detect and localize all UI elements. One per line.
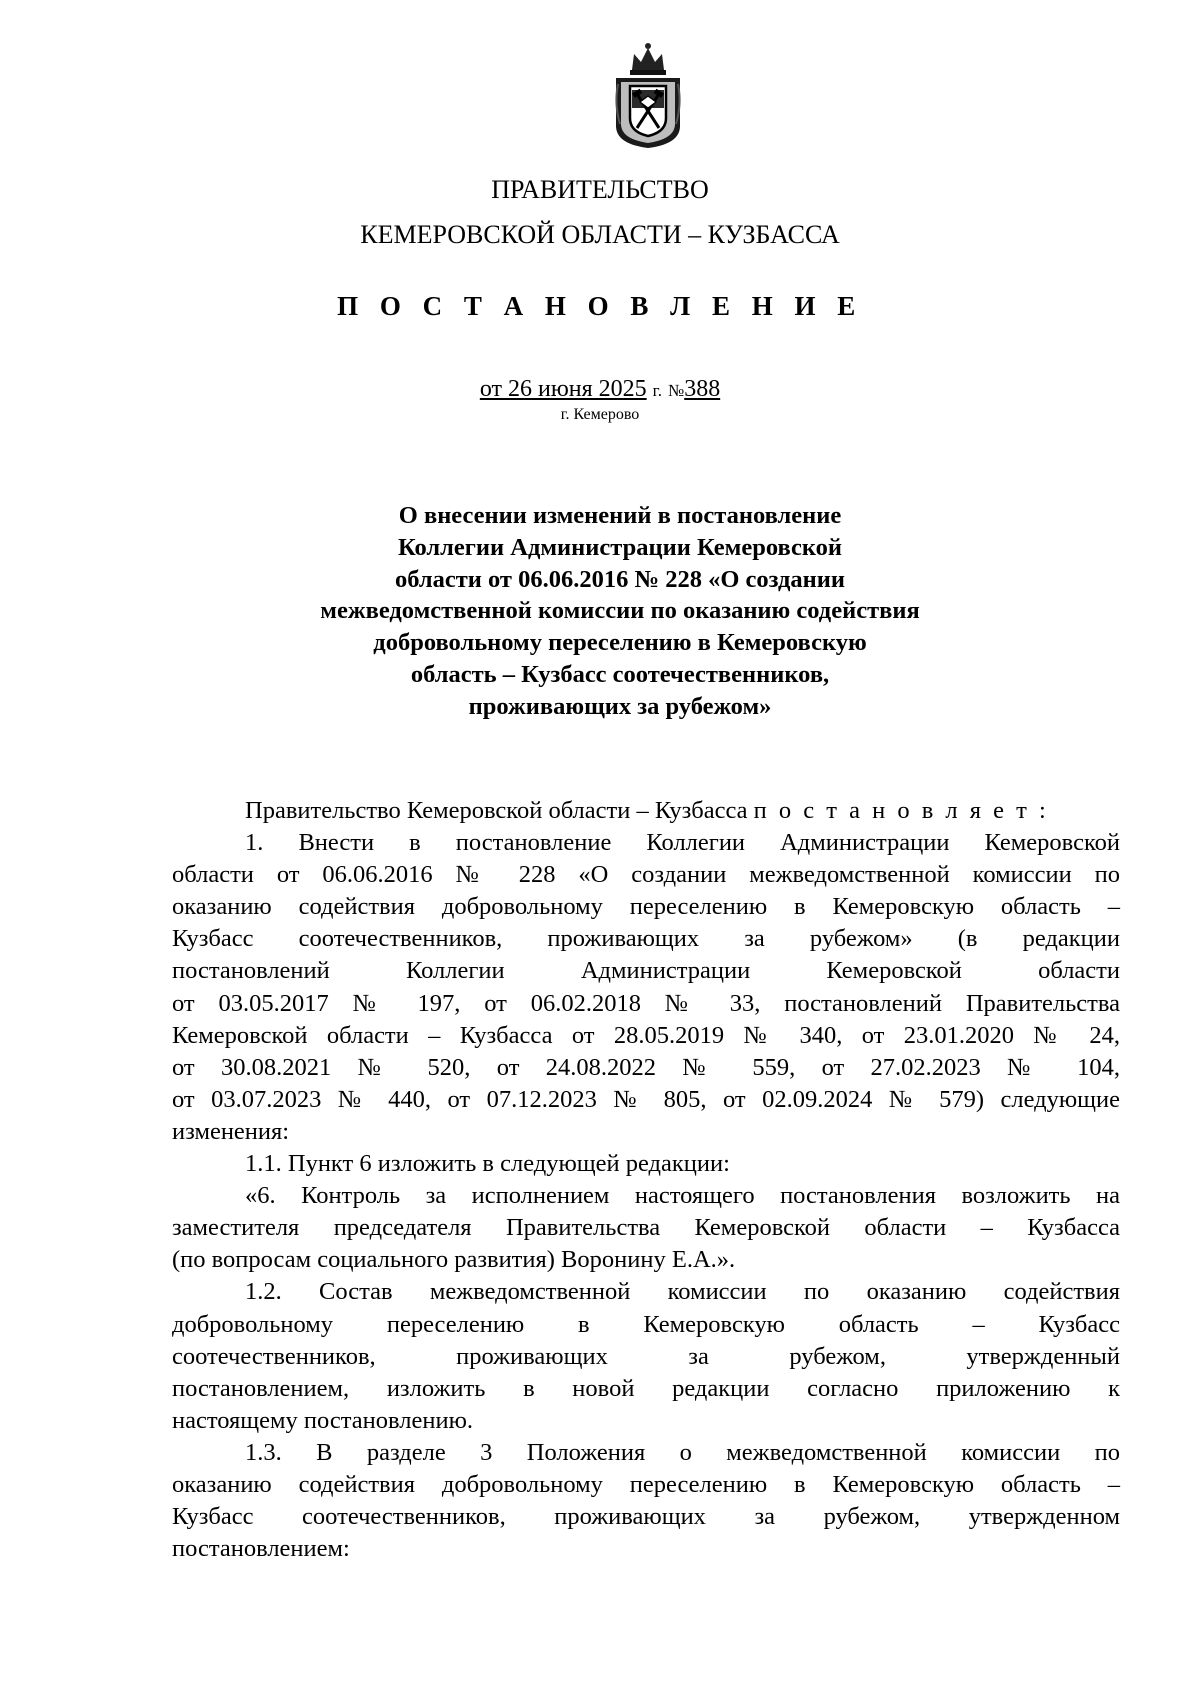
document-body	[172, 795, 1120, 1565]
body-line: от 30.08.2021 № 520, от 24.08.2022 № 559, от 27.02.2023 № 104,	[172, 1053, 1120, 1081]
document-date: от 26 июня 2025	[479, 376, 647, 402]
body-line: постановлением, изложить в новой редакции согласно приложению к	[172, 1374, 1120, 1402]
body-line: постановлений Коллегии Администрации Кемеровской области	[172, 957, 1120, 985]
document-type-title: П О С Т А Н О В Л Е Н И Е	[337, 291, 863, 321]
body-line: 1.2. Состав межведомственной комиссии по оказанию содействия	[245, 1278, 1120, 1306]
body-line: 1.3. В разделе 3 Положения о межведомственной комиссии по	[245, 1438, 1120, 1466]
body-line: от 03.07.2023 № 440, от 07.12.2023 № 805, от 02.09.2024 № 579) следующие	[172, 1085, 1120, 1113]
subject-line: область – Кузбасс соотечественников,	[410, 660, 830, 688]
coat-of-arms-icon	[610, 40, 686, 150]
year-suffix: г.	[652, 381, 662, 400]
body-line: от 03.05.2017 № 197, от 06.02.2018 № 33, постановлений Правительства	[172, 989, 1120, 1017]
body-line: «6. Контроль за исполнением настоящего постановления возложить на	[245, 1182, 1120, 1210]
document-city: г. Кемерово	[560, 406, 640, 423]
intro-verb: п о с т а н о в л я е т :	[753, 797, 1049, 824]
body-line: оказанию содействия добровольному переселению в Кемеровскую область –	[172, 893, 1120, 921]
body-line: (по вопросам социального развития) Воронину Е.А.».	[172, 1246, 736, 1274]
body-line: изменения:	[172, 1117, 290, 1145]
body-line: Кузбасс соотечественников, проживающих за рубежом, утвержденном	[172, 1503, 1120, 1531]
body-line: соотечественников, проживающих за рубежом, утвержденный	[172, 1342, 1120, 1370]
intro-text: Правительство Кемеровской области – Кузбасса	[245, 797, 748, 824]
body-line: 1. Внести в постановление Коллегии Администрации Кемеровской	[245, 829, 1120, 857]
body-intro-line	[172, 795, 1120, 827]
document-subject	[250, 500, 990, 723]
body-line: области от 06.06.2016 № 228 «О создании межведомственной комиссии по	[172, 861, 1120, 889]
body-line: оказанию содействия добровольному переселению в Кемеровскую область –	[172, 1470, 1120, 1498]
government-title-line2: КЕМЕРОВСКОЙ ОБЛАСТИ – КУЗБАССА	[360, 220, 840, 249]
subject-line: проживающих за рубежом»	[468, 692, 772, 720]
body-line: заместителя председателя Правительства Кемеровской области – Кузбасса	[172, 1214, 1120, 1242]
body-line: настоящему постановлению.	[172, 1406, 473, 1434]
subject-line: добровольному переселению в Кемеровскую	[373, 629, 867, 657]
body-line: Кузбасс соотечественников, проживающих за рубежом» (в редакции	[172, 925, 1120, 953]
subject-line: О внесении изменений в постановление	[398, 502, 842, 529]
number-sign: №	[667, 381, 685, 400]
government-title-line1: ПРАВИТЕЛЬСТВО	[491, 175, 709, 204]
subject-line: Коллегии Администрации Кемеровской	[397, 533, 843, 561]
body-line: добровольному переселению в Кемеровскую область – Кузбасс	[172, 1310, 1120, 1338]
document-number: 388	[684, 376, 721, 402]
date-number-line	[0, 375, 1200, 405]
subject-line: межведомственной комиссии по оказанию содействия	[320, 597, 920, 625]
body-line: постановлением:	[172, 1535, 350, 1563]
subject-line: области от 06.06.2016 № 228 «О создании	[394, 565, 846, 593]
body-line: Кемеровской области – Кузбасса от 28.05.2019 № 340, от 23.01.2020 № 24,	[172, 1021, 1120, 1049]
body-line: 1.1. Пункт 6 изложить в следующей редакции:	[245, 1150, 730, 1178]
